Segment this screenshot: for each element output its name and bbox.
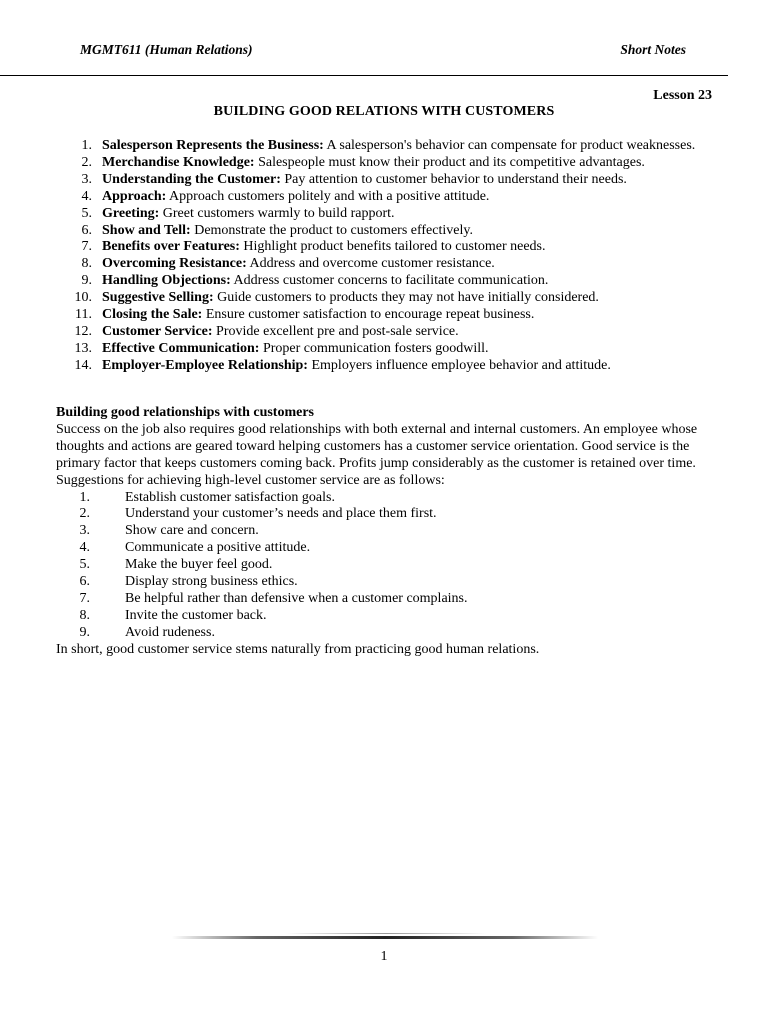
item-text: Understand your customer’s needs and place them first. (125, 506, 437, 522)
footer-divider-accent (286, 933, 486, 934)
page-number: 1 (380, 949, 388, 964)
list-item (64, 290, 724, 307)
item-term: Understanding the Customer: (102, 171, 281, 187)
lesson-number: Lesson 23 (653, 88, 712, 103)
list-item (56, 523, 716, 540)
item-text: Approach customers politely and with a positive attitude. (166, 188, 490, 204)
item-term: Show and Tell: (102, 222, 191, 238)
item-number: 4. (81, 188, 92, 204)
item-number: 8. (81, 256, 92, 272)
item-number: 14. (74, 357, 92, 373)
suggestions-list (56, 490, 716, 642)
list-item (64, 239, 724, 256)
closing-sentence: In short, good customer service stems naturally from practicing good human relations. (56, 641, 540, 657)
item-term: Effective Communication: (102, 340, 260, 356)
item-number: 2. (81, 154, 92, 170)
item-number: 12. (74, 323, 92, 339)
page-header (80, 42, 686, 62)
item-term: Handling Objections: (102, 273, 231, 289)
list-item (56, 608, 716, 625)
item-number: 7. (79, 590, 90, 606)
customer-relationships-section (56, 405, 716, 659)
list-item (64, 206, 724, 223)
list-item (64, 358, 724, 375)
item-text: Highlight product benefits tailored to customer needs. (239, 239, 546, 255)
item-number: 8. (79, 607, 90, 623)
item-number: 3. (81, 171, 92, 187)
item-text: Pay attention to customer behavior to understand their needs. (280, 171, 627, 187)
item-term: Benefits over Features: (102, 239, 240, 255)
item-text: Demonstrate the product to customers effectively. (190, 222, 473, 238)
item-text: Guide customers to products they may not have initially considered. (213, 290, 599, 306)
list-item (64, 138, 724, 155)
footer-divider (172, 936, 598, 939)
course-title: MGMT611 (Human Relations) (80, 42, 253, 57)
list-item (56, 557, 716, 574)
item-term: Suggestive Selling: (102, 290, 214, 306)
key-points-list (64, 138, 724, 375)
item-text: Greet customers warmly to build rapport. (159, 205, 395, 221)
item-text: Be helpful rather than defensive when a customer complains. (125, 590, 468, 606)
list-item (64, 172, 724, 189)
list-item (56, 574, 716, 591)
item-number: 3. (79, 523, 90, 539)
item-text: Address customer concerns to facilitate communication. (230, 273, 549, 289)
item-number: 11. (75, 307, 92, 323)
list-item (56, 506, 716, 523)
section-paragraph: Success on the job also requires good relationships with both external and internal customers. An employee whose thoughts and actions are geared toward helping customers has a customer service orientation. Good service is the primary factor that keeps customers coming back. Profits jump considerably as the customer is retained over time. Suggestions for achieving high-level customer service are as follows: (56, 421, 698, 488)
item-number: 6. (79, 574, 90, 590)
item-text: Ensure customer satisfaction to encourage repeat business. (202, 307, 535, 323)
item-term: Overcoming Resistance: (102, 256, 247, 272)
document-type: Short Notes (620, 42, 686, 57)
item-term: Approach: (102, 188, 167, 204)
item-text: Provide excellent pre and post-sale service. (212, 323, 459, 339)
item-number: 13. (74, 340, 92, 356)
item-text: Avoid rudeness. (125, 624, 215, 640)
item-number: 1. (81, 138, 92, 153)
list-item (56, 540, 716, 557)
item-number: 2. (79, 506, 90, 522)
item-number: 5. (79, 557, 90, 573)
item-term: Closing the Sale: (102, 307, 203, 323)
item-number: 10. (74, 290, 92, 306)
item-number: 9. (79, 624, 90, 640)
item-text: Address and overcome customer resistance. (246, 256, 495, 272)
item-term: Customer Service: (102, 323, 213, 339)
item-text: Make the buyer feel good. (125, 557, 273, 573)
list-item (64, 341, 724, 358)
list-item (56, 490, 716, 507)
item-term: Employer-Employee Relationship: (102, 357, 308, 373)
item-number: 5. (81, 205, 92, 221)
item-text: Salespeople must know their product and its competitive advantages. (254, 154, 645, 170)
item-number: 9. (81, 273, 92, 289)
item-text: Invite the customer back. (125, 607, 267, 623)
list-item (64, 256, 724, 273)
item-term: Merchandise Knowledge: (102, 154, 255, 170)
item-term: Salesperson Represents the Business: (102, 138, 324, 153)
item-text: Communicate a positive attitude. (125, 540, 311, 556)
item-text: A salesperson's behavior can compensate for product weaknesses. (323, 138, 696, 153)
list-item (64, 273, 724, 290)
item-number: 4. (79, 540, 90, 556)
list-item (64, 189, 724, 206)
header-divider (0, 75, 728, 76)
item-text: Show care and concern. (125, 523, 259, 539)
section-heading: Building good relationships with customers (56, 405, 315, 420)
item-text: Employers influence employee behavior and attitude. (307, 357, 611, 373)
item-number: 1. (79, 489, 90, 505)
list-item (56, 625, 716, 642)
page-title: BUILDING GOOD RELATIONS WITH CUSTOMERS (213, 104, 555, 119)
item-text: Establish customer satisfaction goals. (125, 489, 335, 505)
item-term: Greeting: (102, 205, 160, 221)
list-item (64, 223, 724, 240)
list-item (64, 324, 724, 341)
item-text: Proper communication fosters goodwill. (259, 340, 489, 356)
list-item (64, 307, 724, 324)
list-item (56, 591, 716, 608)
item-number: 6. (81, 222, 92, 238)
item-text: Display strong business ethics. (125, 574, 298, 590)
item-number: 7. (81, 239, 92, 255)
list-item (64, 155, 724, 172)
